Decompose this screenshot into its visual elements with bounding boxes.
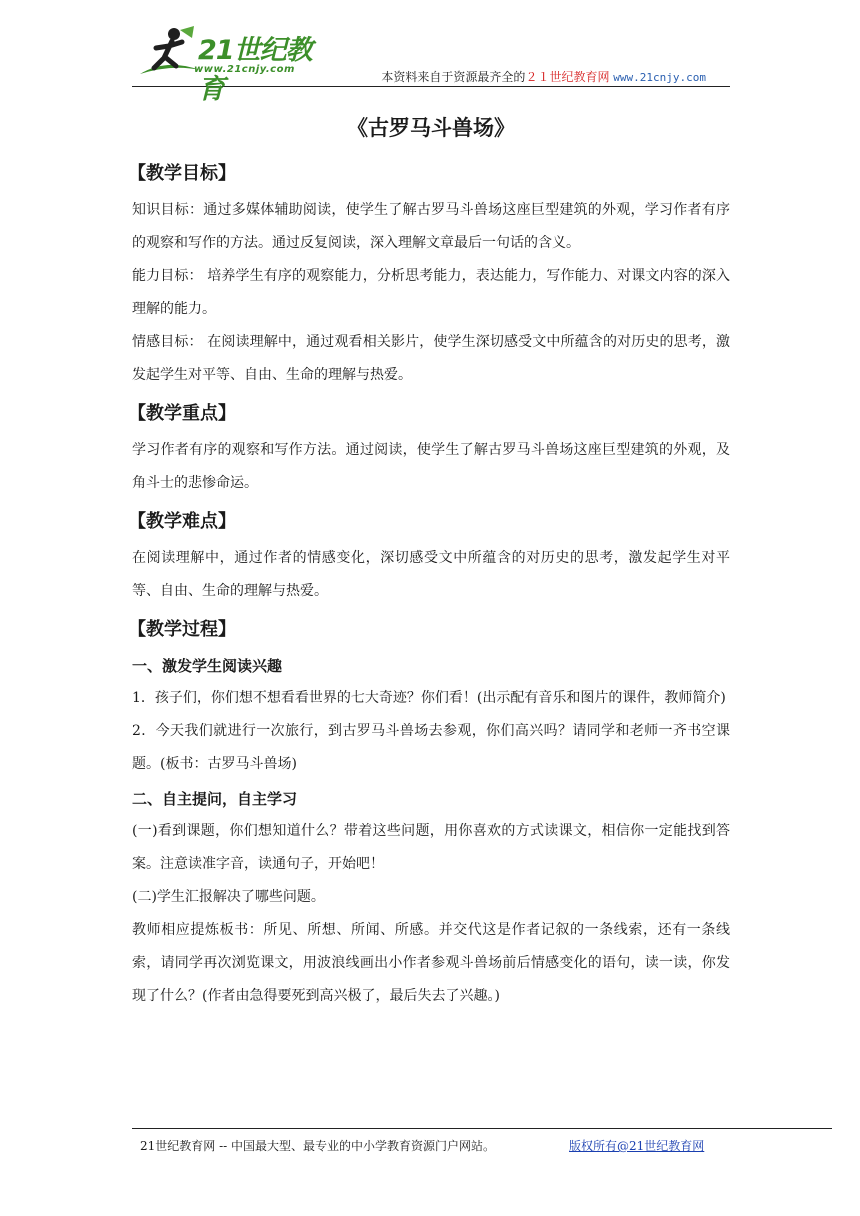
logo-url: www.21cnjy.com [194, 64, 295, 75]
paragraph-key-points: 学习作者有序的观察和写作方法。通过阅读，使学生了解古罗马斗兽场这座巨型建筑的外观，及角斗士的悲惨命运。 [132, 442, 730, 491]
paragraph-emotion-goal: 情感目标： 在阅读理解中，通过观看相关影片，使学生深切感受文中所蕴含的对历史的思考，激发起学生对平等、自由、生命的理解与热爱。 [132, 334, 730, 383]
document-body [128, 112, 730, 1013]
paragraph-difficulties: 在阅读理解中，通过作者的情感变化，深切感受文中所蕴含的对历史的思考，激发起学生对平等、自由、生命的理解与热爱。 [132, 550, 730, 599]
page-header [132, 20, 730, 105]
step2-paragraph-3: 教师相应提炼板书：所见、所想、所闻、所感。并交代这是作者记叙的一条线索，还有一条线索，请同学再次浏览课文，用波浪线画出小作者参观斗兽场前后情感变化的语句，读一读，你发现了什么？(作者由急得要死到高兴极了，最后失去了兴趣。) [132, 922, 730, 1004]
header-note-site[interactable]: ２１世纪教育网 [525, 70, 610, 84]
section-heading-difficulties: 【教学难点】 [128, 511, 236, 532]
site-logo[interactable] [136, 24, 336, 105]
header-note-prefix: 本资料来自于资源最齐全的 [381, 70, 526, 84]
step1-paragraph-1: 1．孩子们，你们想不想看看世界的七大奇迹？你们看！(出示配有音乐和图片的课件，教师简介) [132, 690, 726, 706]
section-heading-key-points: 【教学重点】 [128, 403, 236, 424]
page-title: 《古罗马斗兽场》 [347, 115, 515, 140]
step1-heading: 一、激发学生阅读兴趣 [132, 657, 283, 675]
header-note [381, 68, 706, 85]
section-heading-process: 【教学过程】 [128, 619, 236, 640]
section-heading-goals: 【教学目标】 [128, 163, 236, 184]
page-footer [132, 1128, 832, 1153]
header-note-url[interactable]: www.21cnjy.com [613, 71, 706, 84]
step2-paragraph-2: (二)学生汇报解决了哪些问题。 [132, 889, 325, 905]
step1-paragraph-2: 2．今天我们就进行一次旅行，到古罗马斗兽场去参观，你们高兴吗？请同学和老师一齐书空课题。(板书：古罗马斗兽场) [132, 723, 730, 772]
step2-paragraph-1: (一)看到课题，你们想知道什么？带着这些问题，用你喜欢的方式读课文，相信你一定能找到答案。注意读准字音，读通句子，开始吧！ [132, 823, 730, 872]
paragraph-ability-goal: 能力目标： 培养学生有序的观察能力，分析思考能力，表达能力，写作能力、对课文内容的深入理解的能力。 [132, 268, 730, 317]
step2-heading: 二、自主提问，自主学习 [132, 790, 298, 808]
footer-copyright-link[interactable]: 版权所有@21世纪教育网 [569, 1139, 705, 1153]
footer-site-description: 21世纪教育网 -- 中国最大型、最专业的中小学教育资源门户网站。 [140, 1139, 496, 1153]
logo-text: 21世纪教育 [198, 35, 312, 105]
paragraph-knowledge-goal: 知识目标：通过多媒体辅助阅读，使学生了解古罗马斗兽场这座巨型建筑的外观，学习作者有序的观察和写作的方法。通过反复阅读，深入理解文章最后一句话的含义。 [132, 202, 730, 251]
